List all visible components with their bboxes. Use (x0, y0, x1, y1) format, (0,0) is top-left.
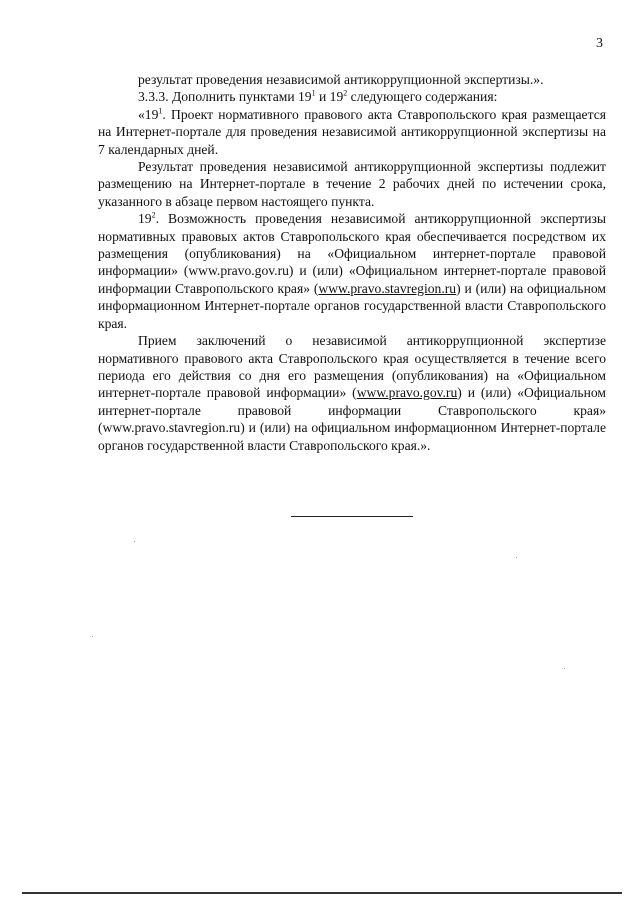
url-text: www.pravo.gov.ru (356, 385, 458, 401)
paragraph-5 (98, 210, 606, 332)
url-text: www.pravo.stavregion.ru (318, 280, 457, 296)
paragraph-text: Результат проведения независимой антикоррупционной экспертизы подлежит размещению на Интернет-портале в течение 2 рабочих дней по истечении срока, указанного в абзаце первом настоящего пункта. (98, 159, 606, 209)
paragraph-6 (98, 332, 606, 454)
paragraph-text: ) и (или) «Официальном интернет-портале правовой информации Ставропольского края» (www.pravo.stavregion.ru) и (или) на официальном информационном Интернет-портале органов государственной власти Ставропольского края.». (98, 385, 607, 453)
paragraph-text: Прием заключений о независимой антикоррупционной экспертизе нормативного правового акта Ставропольского края осуществляется в течение всего периода его действия со дня его размещения (опубликования) на «Официальном интернет-портале правовой информации» ( (98, 333, 606, 401)
paragraph-text: 3.3.3. Дополнить пунктами 19 (138, 89, 312, 105)
paragraph-1 (98, 71, 606, 88)
scan-artifact (134, 541, 135, 542)
scan-artifact (516, 557, 517, 558)
paragraph-3 (98, 106, 606, 158)
superscript-index: 1 (158, 106, 163, 116)
superscript-index: 2 (151, 210, 156, 220)
superscript-index: 2 (343, 88, 348, 98)
paragraph-2 (98, 88, 606, 105)
end-of-text-line (291, 516, 413, 517)
scan-artifact (564, 668, 565, 669)
superscript-index: 1 (311, 88, 316, 98)
paragraph-text: . Возможность проведения независимой антикоррупционной экспертизы нормативных правовых актов Ставропольского края обеспечивается посредством их размещения (опубликования) на «Официальном интернет-портале правовой информации» (www.pravo.gov.ru) и (или) «Официальном интернет-портале правовой информации Ставропольского края» ( (98, 211, 606, 296)
paragraph-text: 19 (138, 211, 152, 227)
document-body (98, 71, 606, 454)
paragraph-text: и 19 (315, 89, 344, 105)
paragraph-4 (98, 158, 606, 210)
paragraph-text: следующего содержания: (347, 89, 498, 105)
paragraph-text: «19 (138, 106, 159, 122)
paragraph-text: . Проект нормативного правового акта Ставропольского края размещается на Интернет-портале для проведения независимой антикоррупционной экспертизы на 7 календарных дней. (98, 106, 606, 157)
paragraph-text: результат проведения независимой антикоррупционной экспертизы.». (138, 72, 544, 87)
paragraph-text: ) и (или) на официальном информационном Интернет-портале органов государственной власти Ставропольского края. (98, 280, 606, 331)
scan-artifact (92, 636, 93, 637)
bottom-border-rule (22, 892, 622, 894)
page-number: 3 (596, 36, 603, 51)
